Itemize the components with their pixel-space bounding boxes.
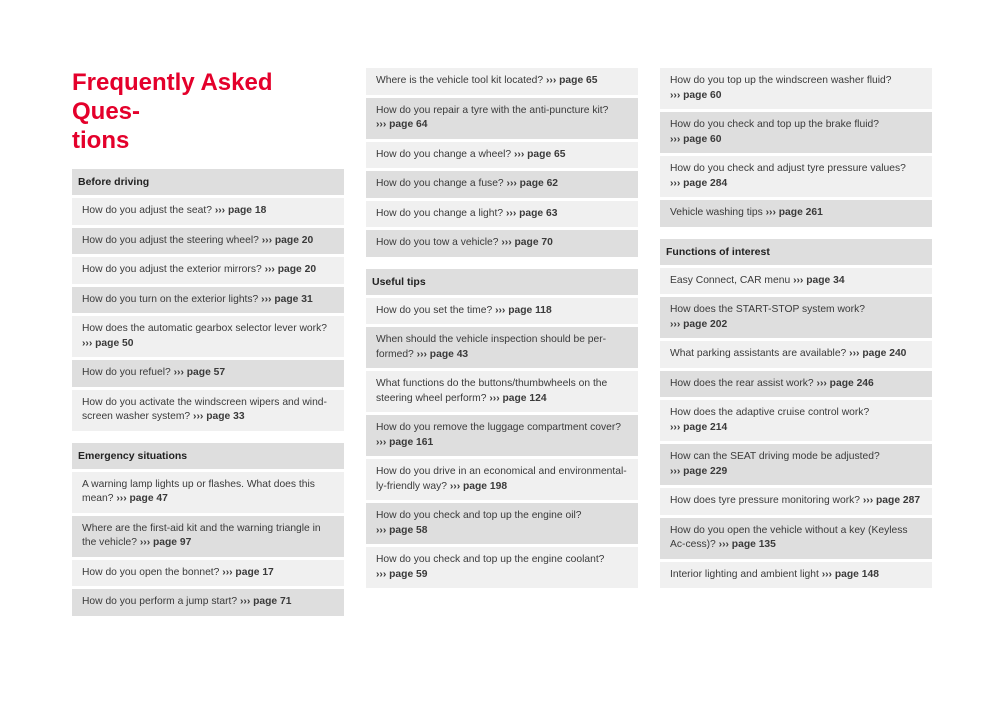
faq-item[interactable] [366,171,638,198]
page-reference-link[interactable]: ››› page 71 [239,596,292,607]
faq-item[interactable] [660,156,932,197]
faq-item[interactable] [660,68,932,109]
faq-item[interactable] [72,560,344,587]
faq-question: When should the vehicle inspection should be per-formed? [376,334,607,360]
faq-question: How do you perform a jump start? [82,596,238,607]
page-reference-link[interactable]: ››› page 18 [214,205,267,216]
faq-item[interactable] [660,562,932,589]
page-reference-link[interactable]: ››› page 43 [416,348,469,360]
faq-question: How do you drive in an economical and environmental-ly-friendly way? [376,466,627,492]
page-reference-link[interactable]: ››› page 59 [376,568,428,580]
faq-question: What parking assistants are available? [670,348,847,359]
faq-question: Vehicle washing tips [670,207,763,218]
faq-question: How do you repair a tyre with the anti-puncture kit? [376,104,609,116]
page-reference-link[interactable]: ››› page 20 [261,234,314,246]
page-reference-link[interactable]: ››› page 50 [82,337,134,349]
faq-question: How do you top up the windscreen washer fluid? [670,75,892,86]
title-line-2: tions [72,127,130,154]
faq-item[interactable] [366,459,638,500]
faq-item[interactable] [72,589,344,616]
faq-question: How do you adjust the steering wheel? [82,234,259,246]
faq-question: How do you remove the luggage compartment cover? [376,422,621,433]
faq-item[interactable] [366,327,638,368]
page-reference-link[interactable]: ››› page 246 [816,377,874,389]
faq-item[interactable] [72,360,344,387]
page-reference-link[interactable]: ››› page 135 [718,539,776,550]
page-reference-link[interactable]: ››› page 63 [505,207,558,219]
page-reference-link[interactable]: ››› page 287 [862,495,921,506]
faq-item[interactable] [660,341,932,368]
faq-item[interactable] [366,98,638,139]
faq-item[interactable] [660,268,932,295]
section-gap [72,434,344,443]
column-3 [660,68,932,591]
faq-item[interactable] [660,297,932,338]
faq-item[interactable] [72,198,344,225]
faq-question: What functions do the buttons/thumbwheels on the steering wheel perform? [376,378,608,404]
faq-item[interactable] [366,415,638,456]
page-reference-link[interactable]: ››› page 64 [376,119,428,130]
faq-question: How do you adjust the seat? [82,205,212,216]
faq-question: Interior lighting and ambient light [670,568,819,580]
faq-question: How does the automatic gearbox selector lever work? [82,323,327,334]
faq-question: How do you change a fuse? [376,178,504,189]
page-reference-link[interactable]: ››› page 34 [793,274,845,286]
section-heading: Before driving [72,169,344,195]
page-reference-link[interactable]: ››› page 31 [261,293,313,305]
page-reference-link[interactable]: ››› page 229 [670,465,728,477]
faq-item[interactable] [72,516,344,557]
page-reference-link[interactable]: ››› page 65 [513,148,566,160]
page-reference-link[interactable]: ››› page 65 [546,75,598,86]
faq-item[interactable] [366,503,638,544]
faq-item[interactable] [72,228,344,255]
page-reference-link[interactable]: ››› page 57 [173,367,226,378]
faq-item[interactable] [366,142,638,169]
page-title [72,68,332,155]
column-2 [366,68,638,591]
section-gap [366,260,638,269]
page-reference-link[interactable]: ››› page 62 [506,178,559,189]
page-reference-link[interactable]: ››› page 118 [495,304,552,316]
faq-question: How do you set the time? [376,304,493,316]
faq-question: How do you change a wheel? [376,148,512,160]
section-gap [660,230,932,239]
title-line-1: Frequently Asked Ques- [72,69,273,125]
faq-item[interactable] [366,68,638,95]
faq-question: A warning lamp lights up or flashes. What does this mean? [82,478,315,504]
faq-question: How do you activate the windscreen wipers and wind-screen washer system? [82,396,327,422]
faq-item[interactable] [72,472,344,513]
faq-question: How does tyre pressure monitoring work? [670,495,860,506]
page-reference-link[interactable]: ››› page 33 [193,411,245,422]
faq-item[interactable] [660,444,932,485]
faq-item[interactable] [366,298,638,325]
faq-item[interactable] [660,371,932,398]
faq-question: How do you check and top up the engine coolant? [376,554,605,565]
faq-question: How does the START-STOP system work? [670,304,865,315]
faq-question: How do you open the bonnet? [82,566,220,578]
faq-question: How do you open the vehicle without a key (Keyless Ac-cess)? [670,524,908,550]
faq-question: Where are the first-aid kit and the warning triangle in the vehicle? [82,522,321,548]
faq-question: How can the SEAT driving mode be adjusted? [670,451,880,462]
section-heading: Useful tips [366,269,638,295]
page-reference-link[interactable]: ››› page 198 [449,480,508,492]
faq-question: How does the adaptive cruise control work? [670,407,870,418]
faq-item[interactable] [660,488,932,515]
page-reference-link[interactable]: ››› page 202 [670,318,728,330]
page-reference-link[interactable]: ››› page 47 [116,493,168,504]
page-reference-link[interactable]: ››› page 261 [765,207,823,218]
faq-question: How do you adjust the exterior mirrors? [82,264,262,275]
page-reference-link[interactable]: ››› page 60 [670,89,722,101]
faq-item[interactable] [366,201,638,228]
section-heading: Functions of interest [660,239,932,265]
faq-question: How do you tow a vehicle? [376,237,499,248]
faq-item[interactable] [660,200,932,227]
faq-item[interactable] [72,390,344,431]
faq-item[interactable] [72,257,344,284]
faq-item[interactable] [660,400,932,441]
column-1 [72,68,344,619]
page-reference-link[interactable]: ››› page 214 [670,421,728,433]
faq-item[interactable] [366,230,638,257]
page-reference-link[interactable]: ››› page 284 [670,177,728,189]
faq-question: Where is the vehicle tool kit located? [376,75,544,86]
faq-item[interactable] [366,371,638,412]
faq-question: Easy Connect, CAR menu [670,274,791,286]
page-reference-link[interactable]: ››› page 60 [670,133,722,145]
page-reference-link[interactable]: ››› page 148 [821,568,879,580]
section-heading: Emergency situations [72,443,344,469]
page-reference-link[interactable]: ››› page 17 [222,566,274,578]
faq-question: How do you check and adjust tyre pressure values? [670,163,906,174]
page-reference-link[interactable]: ››› page 20 [264,264,317,275]
faq-question: How do you check and top up the engine oil? [376,510,582,521]
page-reference-link[interactable]: ››› page 240 [849,348,907,359]
faq-item[interactable] [72,287,344,314]
faq-item[interactable] [660,112,932,153]
page-reference-link[interactable]: ››› page 70 [501,237,553,248]
page-reference-link[interactable]: ››› page 161 [376,436,434,448]
faq-question: How do you turn on the exterior lights? [82,293,259,305]
page-reference-link[interactable]: ››› page 124 [489,392,547,404]
faq-question: How do you refuel? [82,367,171,378]
faq-question: How do you check and top up the brake fluid? [670,119,879,130]
page-reference-link[interactable]: ››› page 97 [139,537,192,548]
faq-item[interactable] [72,316,344,357]
page-reference-link[interactable]: ››› page 58 [376,524,428,536]
faq-question: How does the rear assist work? [670,377,814,389]
faq-item[interactable] [366,547,638,588]
faq-question: How do you change a light? [376,207,504,219]
faq-item[interactable] [660,518,932,559]
